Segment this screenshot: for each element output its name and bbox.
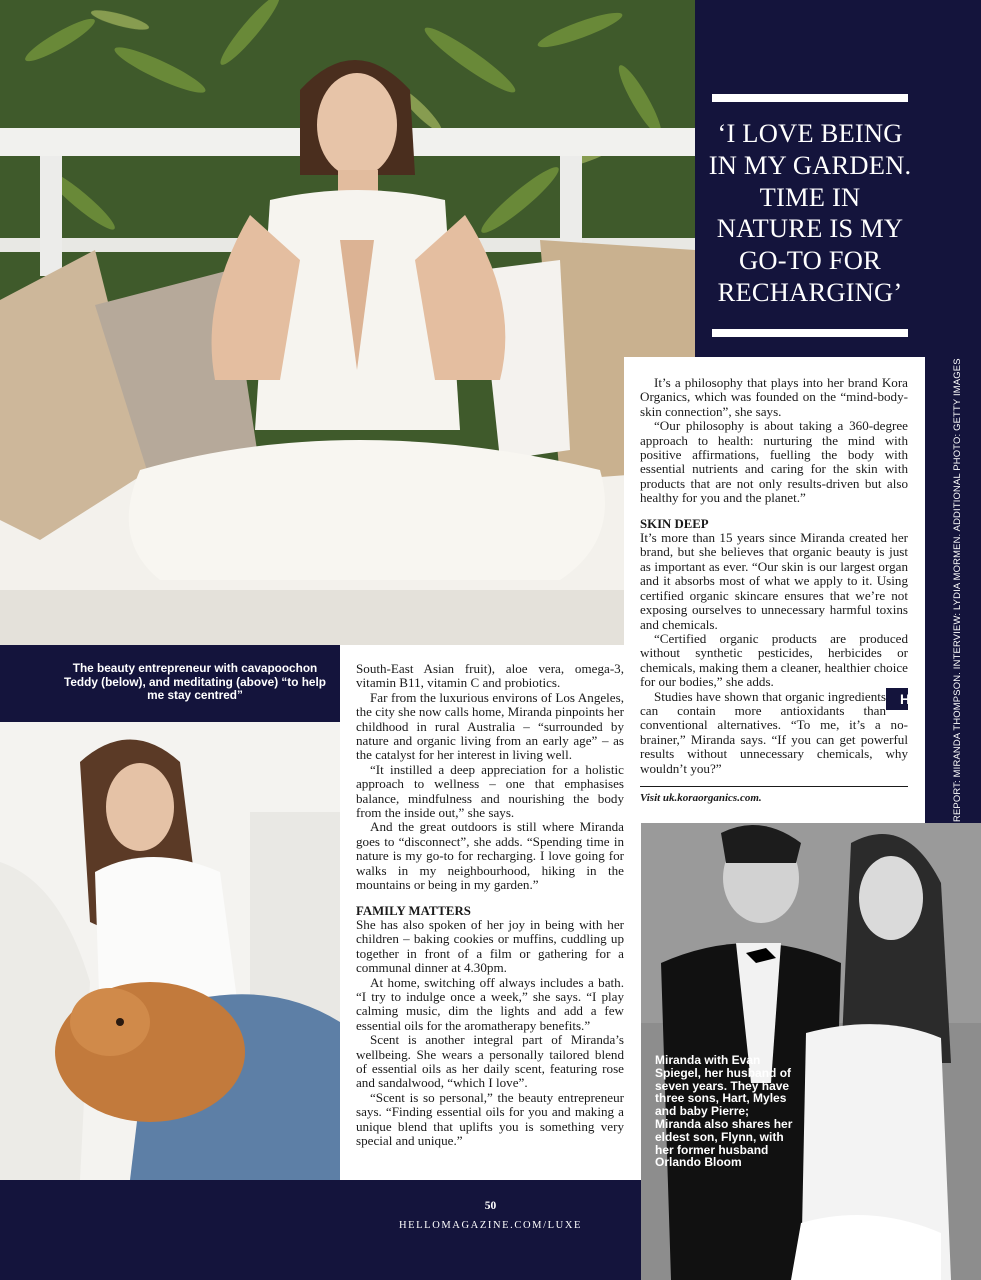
article-paragraph: She has also spoken of her joy in being with her children – baking cookies or muffins, cuddling up together in front of a film or gathering for a communal dinner at 4.30pm. — [356, 916, 624, 976]
photo-credit: REPORT: MIRANDA THOMPSON. INTERVIEW: LYDIA MORMEN. ADDITIONAL PHOTO: GETTY IMAGES — [951, 358, 962, 822]
article-paragraph: South-East Asian fruit), aloe vera, omega-3, vitamin B11, vitamin C and probiotics. — [356, 661, 624, 691]
section-heading: FAMILY MATTERS — [356, 903, 471, 918]
article-paragraph: “Our philosophy is about taking a 360-degree approach to health: nurturing the mind with positive affirmations, fuelling the body with essential nutrients and caring for the skin with products that are not only results-driven but also healthy for you and the planet.” — [640, 418, 908, 506]
visit-rule — [640, 786, 908, 787]
article-paragraph: Scent is another integral part of Miranda’s wellbeing. She wears a personally tailored blend of essential oils as her daily scent, featuring rose and sandalwood, “which I love”. — [356, 1032, 624, 1091]
article-paragraph: It’s a philosophy that plays into her brand Kora Organics, which was founded on the “mind-body-skin connection”, she says. — [640, 375, 908, 419]
article-paragraph-text: Studies have shown that organic ingredients can contain more antioxidants than conventional alternatives. “To me, it’s a no-brainer,” Miranda says. “If you can get powerful results without unnecessary chemicals, why wouldn’t you?” — [640, 688, 908, 776]
puppy-photo — [0, 722, 340, 1180]
article-column-right — [640, 375, 911, 776]
article-paragraph — [640, 688, 911, 776]
section-heading: SKIN DEEP — [640, 516, 709, 531]
site-url: HELLOMAGAZINE.COM/LUXE — [398, 1220, 583, 1231]
main-caption: The beauty entrepreneur with cavapoochon Teddy (below), and meditating (above) “to help me stay centred” — [64, 661, 326, 703]
hero-photo — [0, 0, 695, 645]
couple-caption: Miranda with Evan Spiegel, her husband of seven years. They have three sons, Hart, Myles and baby Pierre; Miranda also shares her eldest son, Flynn, with her former husband Orlando Bloom — [655, 1053, 793, 1170]
quote-rule-top — [712, 94, 908, 102]
article-paragraph: And the great outdoors is still where Miranda goes to “disconnect”, she adds. “Spending time in nature is my go-to for recharging. I love going for walks in my neighbourhood, hiking in the mountains or being in my garden.” — [356, 819, 624, 893]
article-paragraph: “Scent is so personal,” the beauty entrepreneur says. “Finding essential oils for you and making a unique blend that uplifts you is something very special and unique.” — [356, 1089, 624, 1148]
visit-link-text: Visit uk.koraorganics.com. — [640, 792, 762, 804]
page-number: 50 — [484, 1200, 497, 1212]
article-paragraph: Far from the luxurious environs of Los Angeles, the city she now calls home, Miranda pinpoints her childhood in rural Australia – “surrounded by nature and organic living from an early age” – as the catalyst for her interest in living well. — [356, 689, 624, 763]
article-paragraph: At home, switching off always includes a bath. “I try to indulge once a week,” she says. “I play calming music, dim the lights and add a few essential oils for the aromatherapy benefits.” — [356, 974, 624, 1033]
article-paragraph: “Certified organic products are produced without synthetic pesticides, herbicides or chemicals, making them a cleaner, healthier choice for our bodies,” she adds. — [640, 630, 908, 690]
pull-quote: ‘I LOVE BEING IN MY GARDEN. TIME IN NATURE IS MY GO-TO FOR RECHARGING’ — [708, 118, 912, 307]
quote-rule-bottom — [712, 329, 908, 337]
article-paragraph: It’s more than 15 years since Miranda created her brand, but she believes that organic beauty is just as important as ever. “Our skin is our largest organ and it absorbs most of what we apply to it. Using certified organic skincare ensures that we’re not exposing ourselves to unnecessary harmful toxins and chemicals. — [640, 530, 908, 632]
article-paragraph: “It instilled a deep appreciation for a holistic approach to wellness – one that emphasises balance, mindfulness and nourishing the body from the inside out,” she says. — [356, 761, 624, 821]
hello-end-mark-icon: H — [886, 688, 908, 710]
article-column-middle — [356, 662, 624, 1148]
